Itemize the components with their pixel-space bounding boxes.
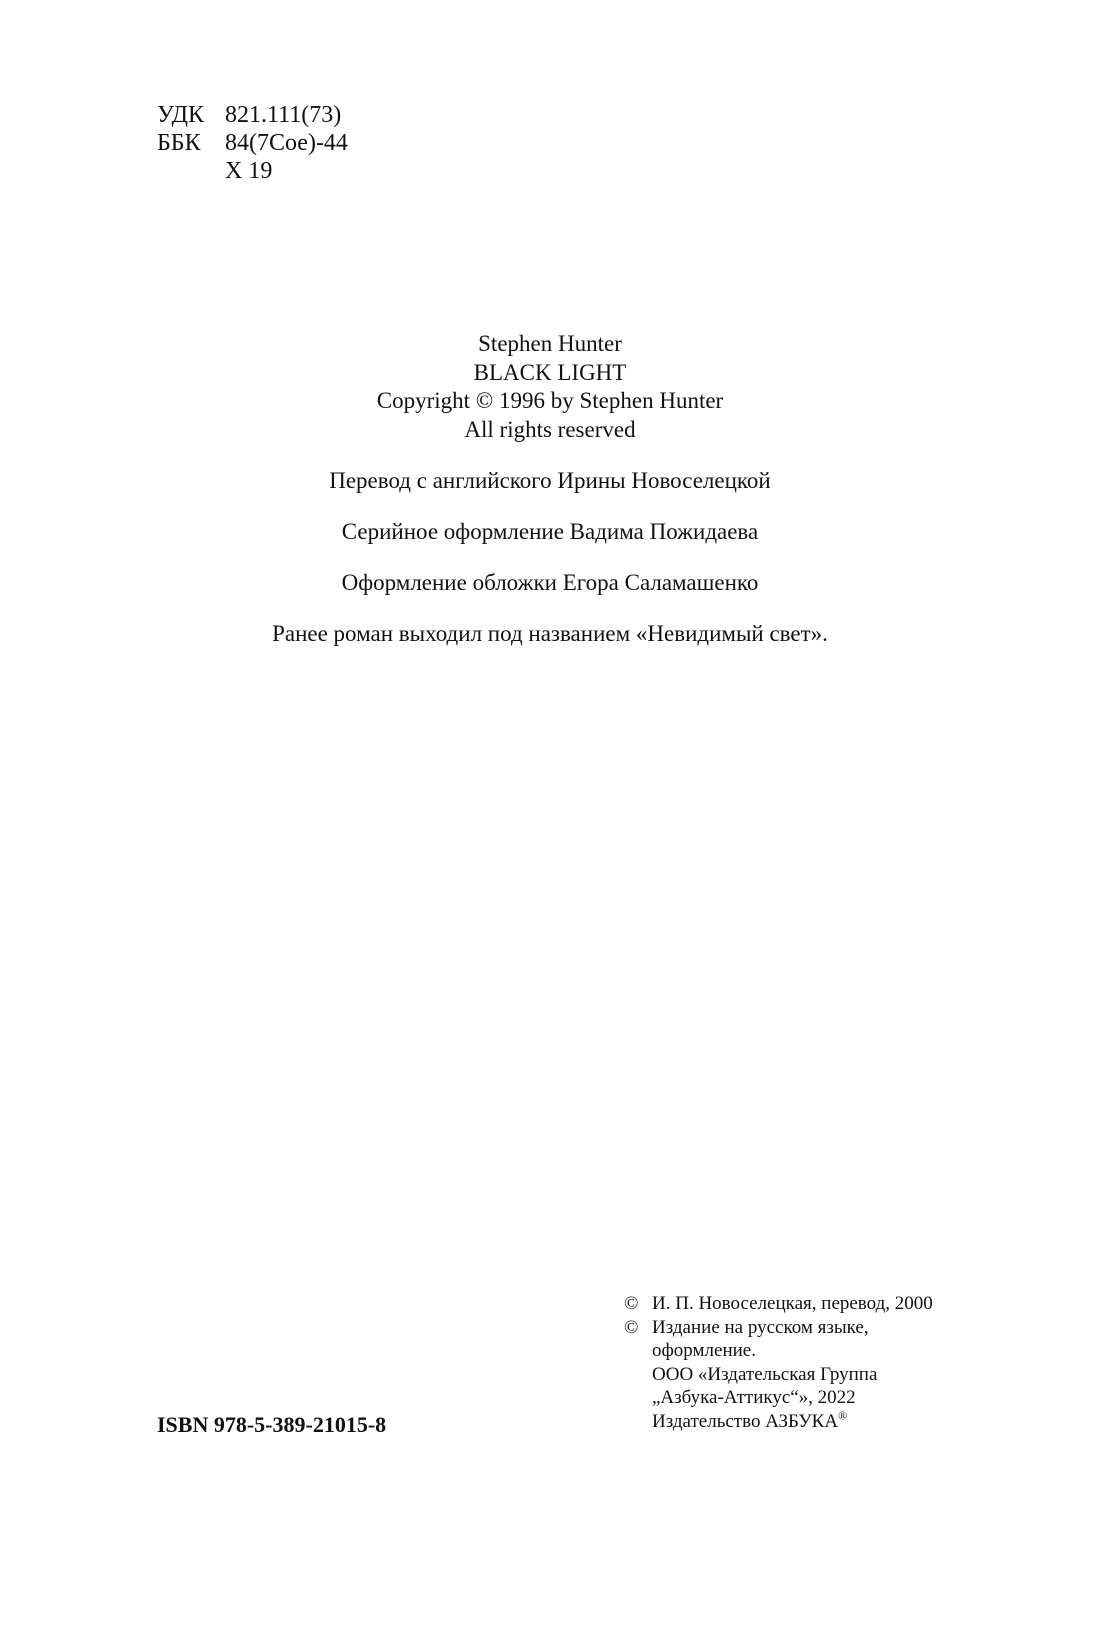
udk-row bbox=[157, 101, 348, 129]
translation-copyright-text: И. П. Новоселецкая, перевод, 2000 bbox=[652, 1293, 933, 1314]
edition-copyright-line-2: оформление. bbox=[652, 1340, 756, 1361]
original-author: Stephen Hunter bbox=[478, 331, 622, 356]
bbk-label: ББК bbox=[157, 130, 201, 156]
copyright-symbol: © bbox=[624, 1293, 639, 1314]
bbk-value: 84(7Сое)-44 bbox=[225, 130, 348, 156]
udk-label: УДК bbox=[157, 102, 204, 128]
edition-copyright-line-1: Издание на русском языке, bbox=[652, 1316, 869, 1338]
original-title: BLACK LIGHT bbox=[473, 359, 627, 385]
rights-reserved: All rights reserved bbox=[464, 416, 636, 442]
original-copyright: Copyright © 1996 by Stephen Hunter bbox=[376, 388, 724, 413]
credits-block bbox=[0, 330, 1100, 648]
original-rights bbox=[0, 330, 1100, 444]
translation-copyright bbox=[624, 1292, 933, 1316]
publisher-name: Издательство АЗБУКА bbox=[652, 1410, 839, 1432]
author-mark-row bbox=[157, 157, 348, 185]
isbn: ISBN 978-5-389-21015-8 bbox=[157, 1412, 387, 1437]
edition-copyright bbox=[624, 1316, 933, 1340]
edition-copyright-line-3: ООО «Издательская Группа bbox=[652, 1363, 878, 1385]
registered-mark: ® bbox=[838, 1408, 848, 1423]
series-design-credit: Серийное оформление Вадима Пожидаева bbox=[341, 519, 759, 544]
copyright-notices bbox=[624, 1292, 933, 1433]
translation-credit: Перевод с английского Ирины Новоселецкой bbox=[329, 468, 771, 493]
copyright-symbol: © bbox=[624, 1316, 639, 1338]
cover-design-credit: Оформление обложки Егора Саламашенко bbox=[341, 570, 759, 595]
edition-copyright-line-4: „Азбука-Аттикус“», 2022 bbox=[652, 1387, 856, 1408]
previous-title-note: Ранее роман выходил под названием «Невидимый свет». bbox=[272, 621, 828, 646]
classification-codes bbox=[157, 101, 348, 185]
author-mark: Х 19 bbox=[225, 158, 273, 184]
publisher-line bbox=[624, 1410, 933, 1434]
bbk-row bbox=[157, 129, 348, 157]
udk-value: 821.111(73) bbox=[225, 102, 342, 128]
